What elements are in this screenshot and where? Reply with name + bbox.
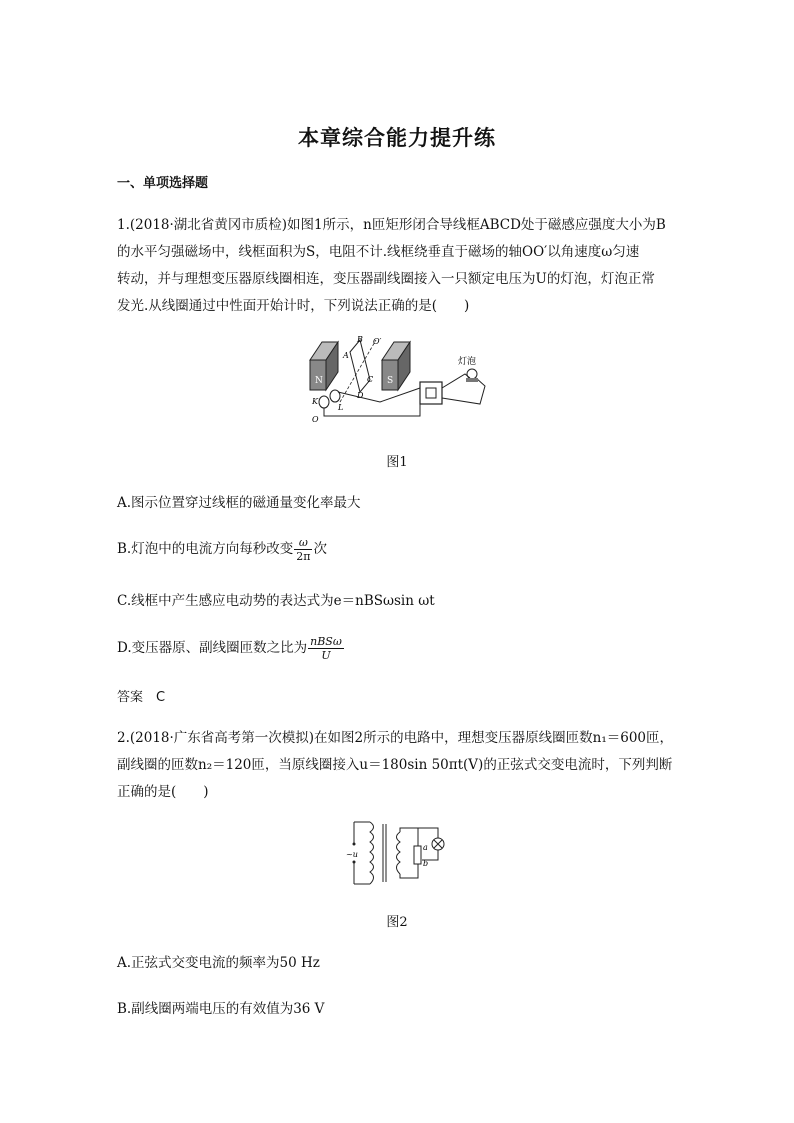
coil-frame (350, 340, 370, 392)
svg-text:A: A (343, 351, 349, 360)
label-n: N (315, 376, 323, 386)
svg-text:O: O (312, 415, 319, 424)
label-lamp: 灯泡 (458, 357, 477, 367)
secondary-coil (397, 832, 401, 874)
q2-line-2: 副线圈的匝数n₂＝120匝，当原线圈接入u＝180sin 50πt(V)的正弦式交变电流时，下列判断 (117, 757, 673, 773)
q2-option-b: B.副线圈两端电压的有效值为36 V (117, 1001, 325, 1017)
primary-coil (370, 822, 374, 884)
label-u: ~u (346, 850, 358, 859)
fraction-nbsw-u: $\frac{\text{nBSω}}{U}$ (310, 635, 342, 662)
q2-line-3: 正确的是( ) (117, 784, 209, 800)
svg-text:K: K (312, 397, 318, 406)
page-title: 本章综合能力提升练 (298, 126, 496, 150)
lamp-icon (467, 369, 477, 379)
svg-text:D: D (357, 391, 364, 400)
svg-text:O′: O′ (373, 337, 382, 346)
figure-2-caption: 图2 (386, 915, 408, 930)
q1-line-3: 转动，并与理想变压器原线圈相连，变压器副线圈接入一只额定电压为U的灯泡，灯泡正常 (117, 271, 655, 287)
fraction-omega-2pi: $\frac{\omega}{2\pi}$ (296, 536, 311, 563)
label-s: S (387, 376, 394, 386)
svg-text:a: a (423, 843, 428, 852)
q1-line-4: 发光.从线圈通过中性面开始计时，下列说法正确的是( ) (117, 298, 470, 314)
svg-text:L: L (338, 403, 344, 412)
figure-1-caption: 图1 (386, 455, 408, 470)
figure-1-generator-diagram (300, 330, 500, 428)
rheostat (414, 846, 421, 864)
q2-option-a: A.正弦式交变电流的频率为50 Hz (117, 955, 320, 971)
q1-answer: 答案 C (117, 690, 166, 705)
q1-option-c: C.线框中产生感应电动势的表达式为e＝nBSωsin ωt (117, 593, 435, 609)
svg-text:B: B (357, 335, 363, 344)
transformer (420, 382, 442, 404)
section-heading: 一、单项选择题 (117, 176, 209, 191)
q1-option-b: B.灯泡中的电流方向每秒改变 $\frac{\omega}{2\pi}$ 次 (117, 536, 327, 563)
svg-text:b: b (423, 859, 429, 868)
q2-line-1: 2.(2018·广东省高考第一次模拟)在如图2所示的电路中，理想变压器原线圈匝数n₁＝600匝， (117, 730, 674, 746)
figure-2-circuit-diagram (340, 816, 450, 892)
q1-line-1: 1.(2018·湖北省黄冈市质检)如图1所示，n匝矩形闭合导线框ABCD处于磁感应强度大小为B (117, 217, 666, 233)
q1-option-a: A.图示位置穿过线框的磁通量变化率最大 (117, 495, 361, 511)
q1-option-d: D.变压器原、副线圈匝数之比为 $\frac{\text{nBSω}}{U}$ (117, 635, 342, 662)
q1-line-2: 的水平匀强磁场中，线框面积为S，电阻不计.线框绕垂直于磁场的轴OO′以角速度ω匀速 (117, 244, 640, 260)
svg-text:C: C (367, 375, 374, 384)
